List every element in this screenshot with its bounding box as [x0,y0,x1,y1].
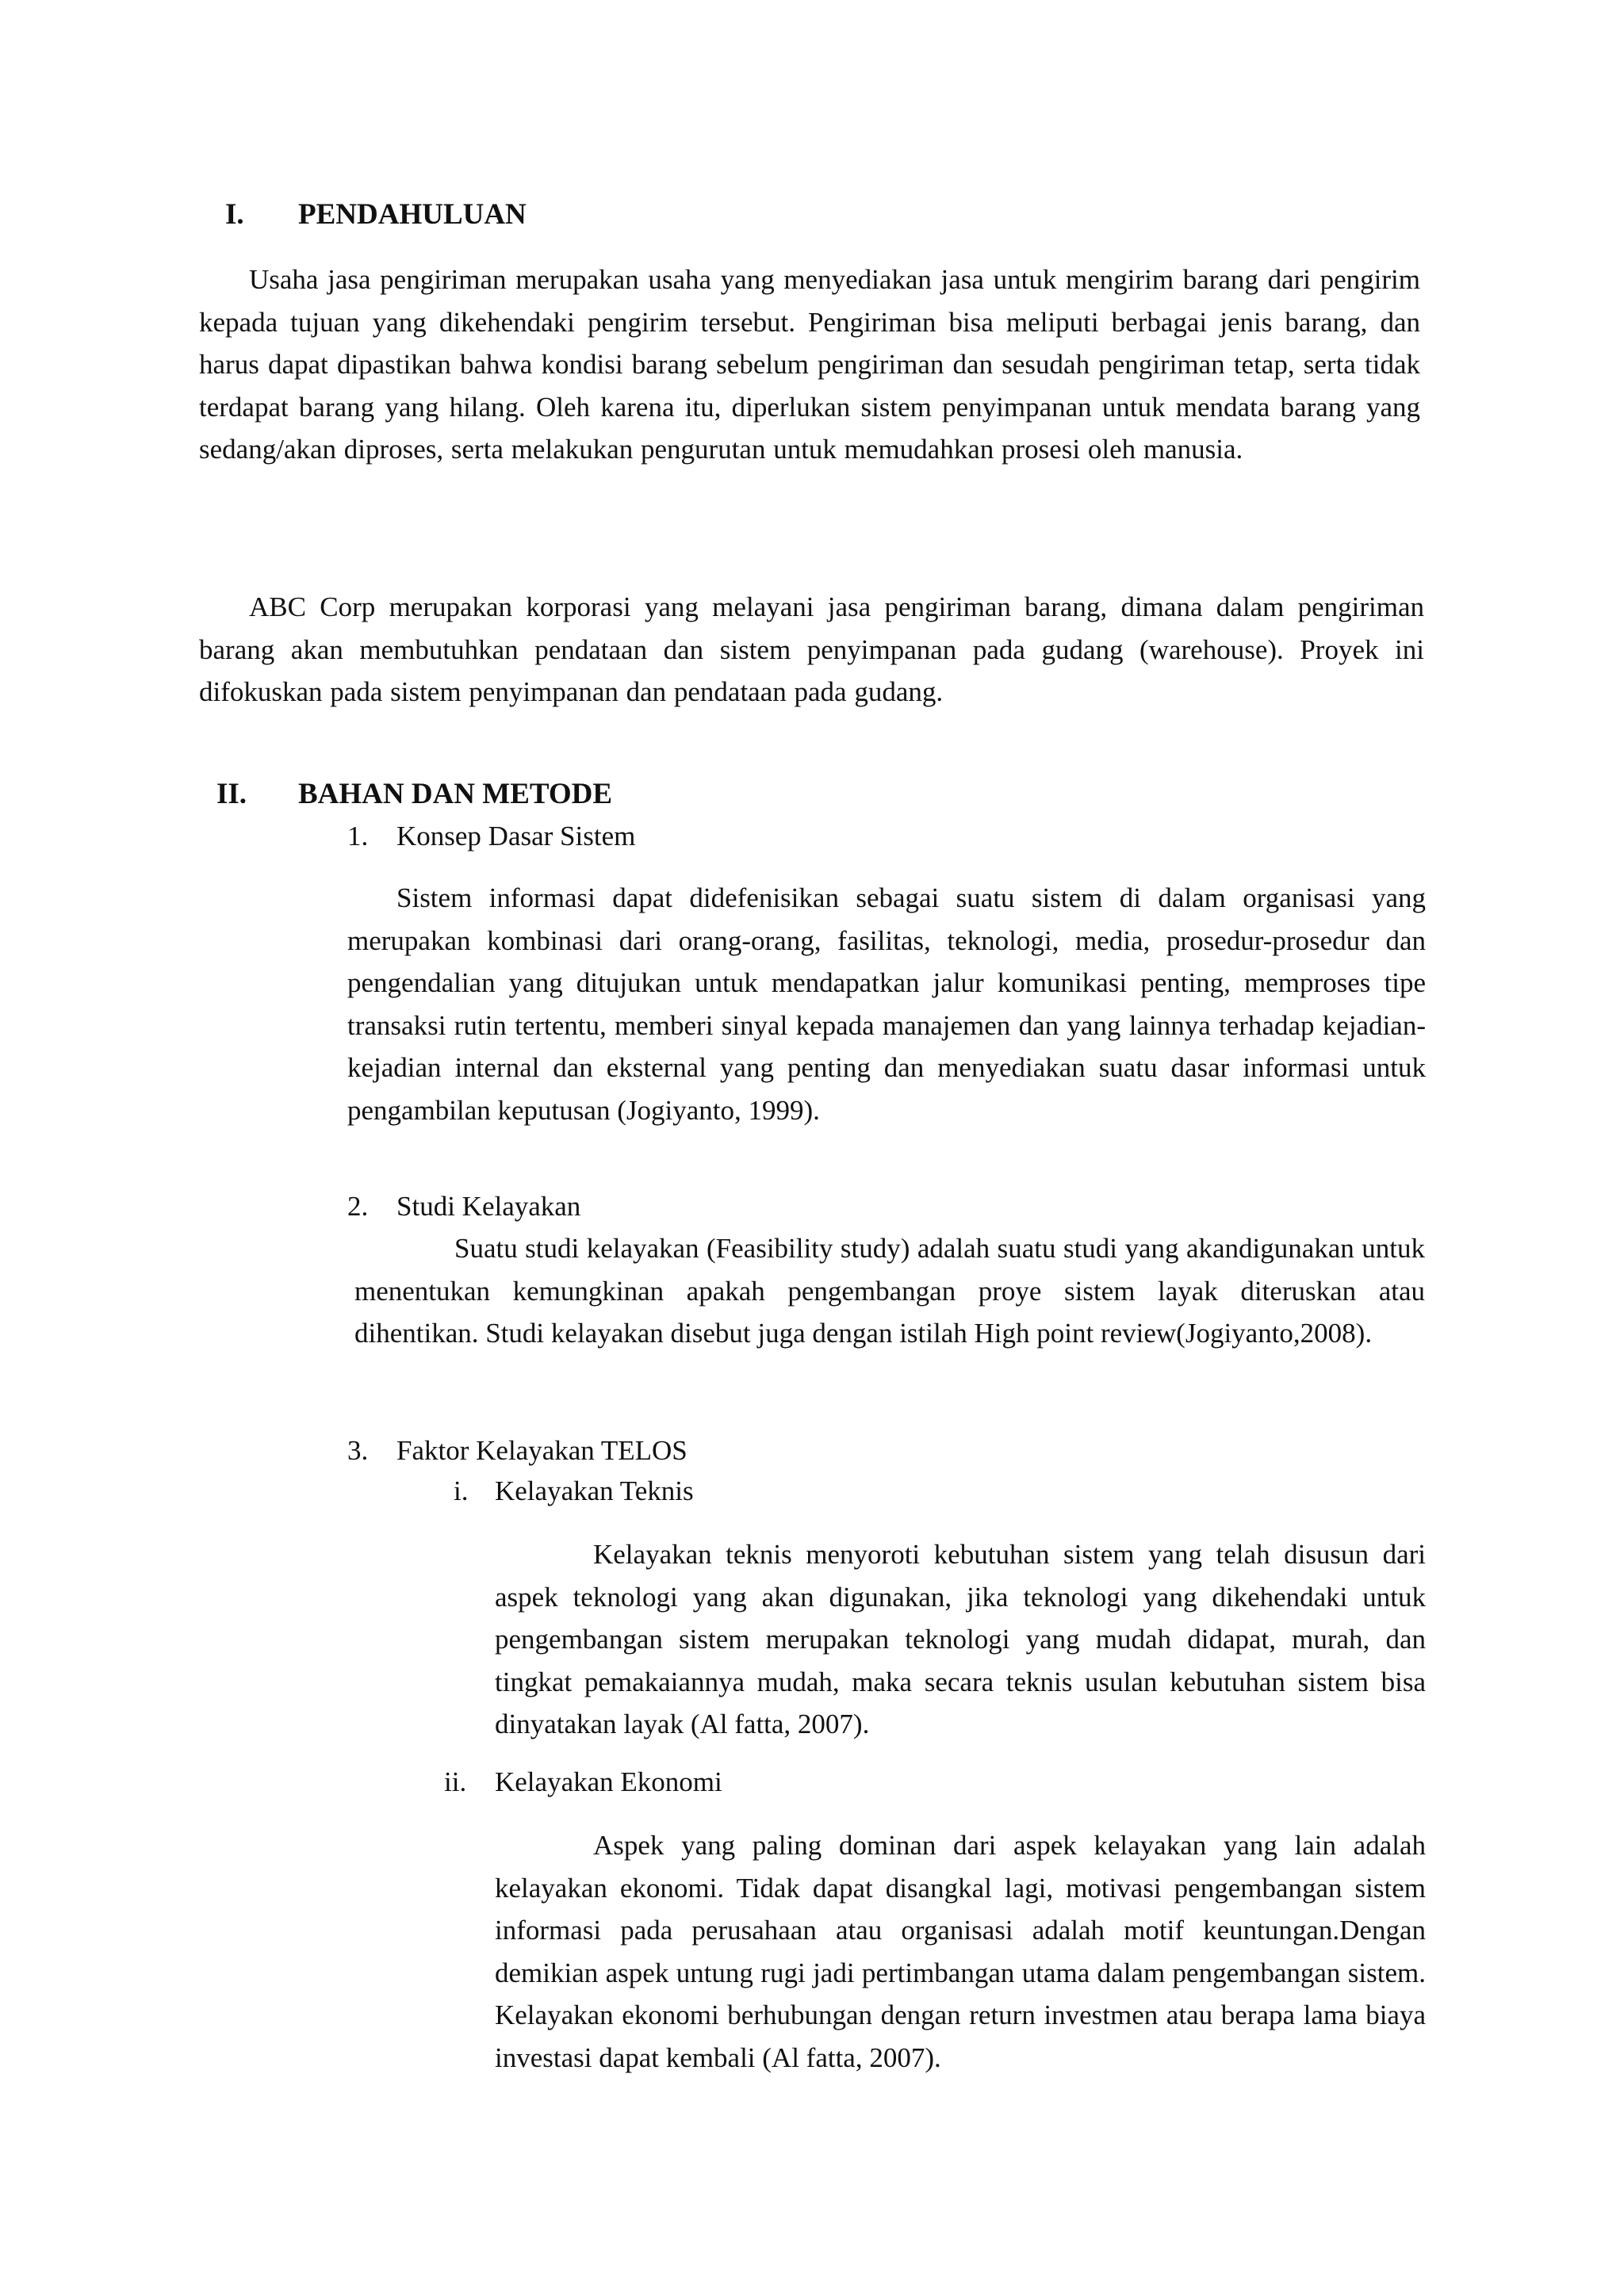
item-number: ii. [444,1766,467,1797]
section-title: BAHAN DAN METODE [298,778,613,810]
konsep-dasar-paragraph: Sistem informasi dapat didefenisikan sebagai suatu sistem di dalam organisasi yang merupakan kombinasi dari orang-orang, fasilitas, teknologi, media, prosedur-prosedur dan pengendalian yang ditujukan untuk mendapatkan jalur komunikasi penting, memproses tipe transaksi rutin tertentu, memberi sinyal kepada manajemen dan yang lainnya terhadap kejadian-kejadian internal dan eksternal yang penting dan menyediakan suatu dasar informasi untuk pengambilan keputusan (Jogiyanto, 1999). [347,882,1426,1126]
studi-kelayakan-paragraph: Suatu studi kelayakan (Feasibility study) adalah suatu studi yang akandigunakan untuk menentukan kemungkinan apakah pengembangan proye sistem layak diteruskan atau dihentikan. Studi kelayakan disebut juga dengan istilah High point review(Jogiyanto,2008). [354,1233,1425,1349]
subsection-number: 1. [347,821,369,851]
subsection-title: Konsep Dasar Sistem [396,821,636,851]
section-number: II. [216,778,247,810]
subsection-number: 3. [347,1435,369,1466]
subsection-title: Faktor Kelayakan TELOS [396,1435,688,1466]
subsection-number: 2. [347,1191,369,1222]
kelayakan-ekonomi-paragraph: Aspek yang paling dominan dari aspek kelayakan yang lain adalah kelayakan ekonomi. Tidak dapat disangkal lagi, motivasi pengembangan sistem informasi pada perusahaan atau organisasi adalah motif keuntungan.Dengan demikian aspek untung rugi jadi pertimbangan utama dalam pengembangan sistem. Kelayakan ekonomi berhubungan dengan return investmen atau berapa lama biaya investasi dapat kembali (Al fatta, 2007). [495,1830,1426,2073]
item-number: i. [454,1475,469,1506]
intro-paragraph-2: ABC Corp merupakan korporasi yang melayani jasa pengiriman barang, dimana dalam pengiriman barang akan membutuhkan pendataan dan sistem penyimpanan pada gudang (warehouse). Proyek ini difokuskan pada sistem penyimpanan dan pendataan pada gudang. [199,591,1424,707]
kelayakan-teknis-paragraph: Kelayakan teknis menyoroti kebutuhan sistem yang telah disusun dari aspek teknologi yang akan digunakan, jika teknologi yang dikehendaki untuk pengembangan sistem merupakan teknologi yang mudah didapat, murah, dan tingkat pemakaiannya mudah, maka secara teknis usulan kebutuhan sistem bisa dinyatakan layak (Al fatta, 2007). [495,1539,1426,1739]
item-title: Kelayakan Teknis [495,1475,694,1506]
section-number: I. [225,198,244,231]
section-title: PENDAHULUAN [298,198,527,231]
intro-paragraph-1: Usaha jasa pengiriman merupakan usaha yang menyediakan jasa untuk mengirim barang dari pengirim kepada tujuan yang dikehendaki pengirim tersebut. Pengiriman bisa meliputi berbagai jenis barang, dan harus dapat dipastikan bahwa kondisi barang sebelum pengiriman dan sesudah pengiriman tetap, serta tidak terdapat barang yang hilang. Oleh karena itu, diperlukan sistem penyimpanan untuk mendata barang yang sedang/akan diproses, serta melakukan pengurutan untuk memudahkan prosesi oleh manusia. [199,264,1420,465]
subsection-title: Studi Kelayakan [396,1191,581,1222]
item-title: Kelayakan Ekonomi [495,1766,722,1797]
